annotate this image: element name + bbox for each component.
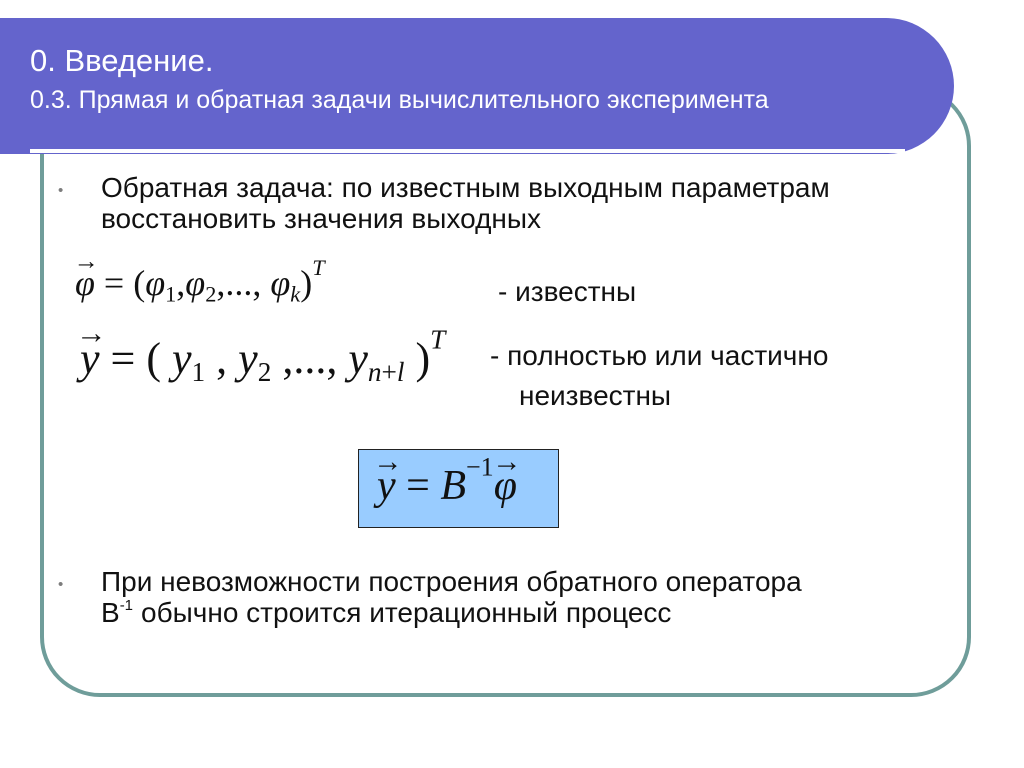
formula-phi: → $\varphi = (\varphi_1,\varphi_2$,..., $\varphi_k)^T$ bbox=[75, 262, 325, 304]
slide-subtitle: 0.3. Прямая и обратная задачи вычислительного эксперимента bbox=[30, 86, 769, 114]
title-underline bbox=[30, 149, 905, 153]
bullet2-operator-exponent: -1 bbox=[119, 597, 134, 614]
slide-title: 0. Введение. bbox=[30, 43, 214, 78]
bullet2-operator: B bbox=[101, 597, 120, 628]
phi-known-label: - известны bbox=[498, 276, 637, 307]
formula-inverse: → $y = B^{-1}\to \varphi$ bbox=[377, 462, 517, 510]
y-unknown-label-2: неизвестны bbox=[519, 380, 672, 411]
bullet-text-iterative bbox=[101, 566, 971, 628]
title-banner bbox=[0, 18, 954, 154]
y-unknown-label-1: - полностью или частично bbox=[490, 340, 829, 371]
bullet-marker: • bbox=[58, 182, 64, 199]
formula-y: → y = ( $y_1$ , $y_2$ ,..., $y_{n+l}$ )$^T$ bbox=[80, 333, 445, 384]
bullet2-line1: При невозможности построения обратного оператора bbox=[101, 566, 802, 597]
bullet-marker: • bbox=[58, 576, 64, 593]
inverse-formula-box bbox=[358, 449, 559, 528]
bullet-text-inverse-task: Обратная задача: по известным выходным параметрам восстановить значения выходных bbox=[101, 172, 830, 234]
bullet2-rest: обычно строится итерационный процесс bbox=[141, 597, 672, 628]
